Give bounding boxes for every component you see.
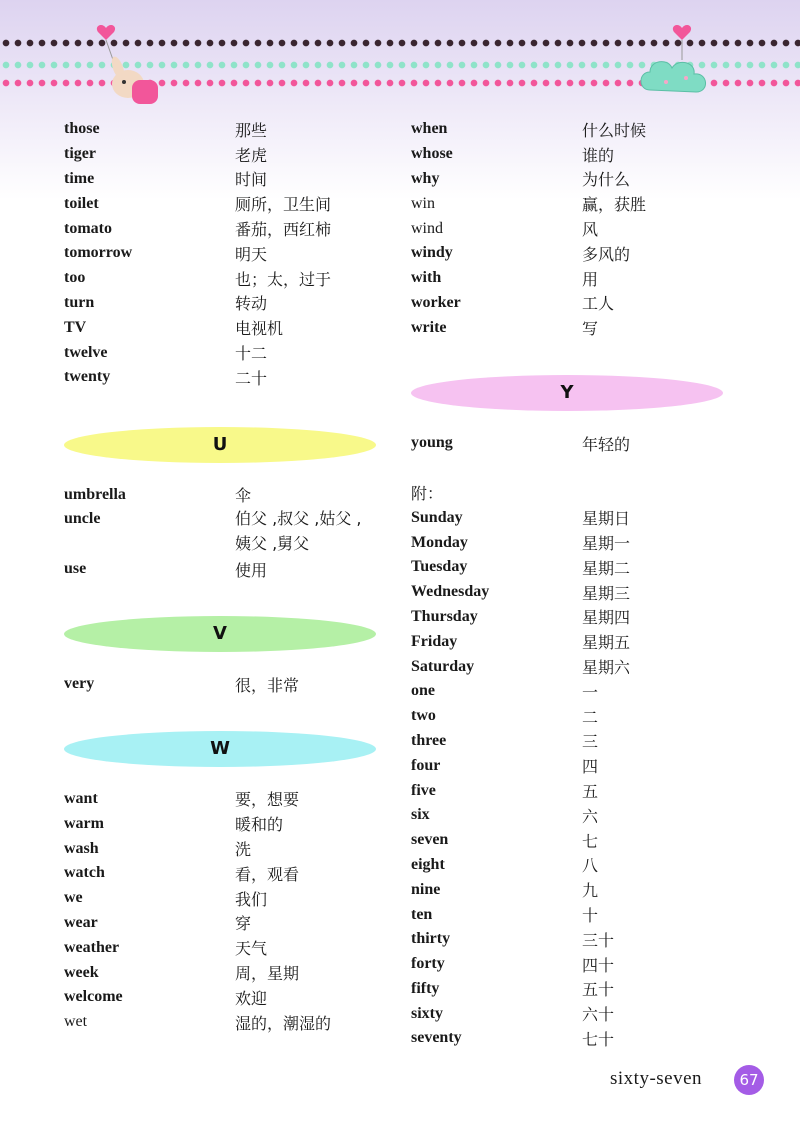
word-zh: 很，非常: [235, 675, 300, 695]
word-zh: 时间: [235, 170, 268, 190]
word-en: tomorrow: [64, 244, 133, 262]
word-en: young: [411, 434, 453, 452]
list-item: [411, 1026, 741, 1051]
word-zh: 看，观看: [235, 864, 300, 884]
word-en: Tuesday: [411, 558, 468, 576]
list-item: [64, 241, 394, 266]
word-zh: 二: [582, 707, 599, 727]
word-zh: 五十: [582, 980, 615, 1000]
word-zh: 穿: [235, 914, 252, 934]
word-en: win: [411, 194, 435, 212]
word-zh: 使用: [235, 560, 268, 580]
word-en: windy: [411, 244, 453, 262]
word-en: twelve: [64, 343, 108, 361]
list-item: [411, 927, 741, 952]
list-item: [64, 672, 394, 697]
word-en: Wednesday: [411, 583, 490, 601]
section-u-list: [64, 483, 394, 582]
word-en: twenty: [64, 368, 111, 386]
word-zh: 工人: [582, 294, 615, 314]
word-en: umbrella: [64, 485, 126, 503]
section-banner-y: Y: [411, 375, 723, 411]
word-en: forty: [411, 955, 445, 973]
list-item: [411, 266, 741, 291]
list-item: [411, 679, 741, 704]
word-zh: 谁的: [582, 145, 615, 165]
list-item: [411, 142, 741, 167]
word-en: thirty: [411, 930, 451, 948]
list-item: [64, 167, 394, 192]
word-en: two: [411, 707, 436, 725]
word-zh: 暖和的: [235, 815, 284, 835]
list-item: [411, 828, 741, 853]
list-item: [64, 365, 394, 390]
word-en: seven: [411, 831, 449, 849]
section-banner-u: U: [64, 427, 376, 463]
list-item: [411, 877, 741, 902]
word-en: watch: [64, 864, 105, 882]
list-item: [411, 629, 741, 654]
list-item: [64, 507, 394, 557]
spacer: [411, 456, 741, 481]
list-item: [64, 935, 394, 960]
word-zh: 厕所，卫生间: [235, 195, 332, 215]
word-en: nine: [411, 880, 441, 898]
word-en: those: [64, 120, 100, 138]
word-zh: 二十: [235, 368, 268, 388]
word-en: with: [411, 269, 442, 287]
word-en: weather: [64, 938, 120, 956]
word-en: five: [411, 781, 436, 799]
list-item: [411, 291, 741, 316]
word-en: warm: [64, 814, 104, 832]
section-t-list: [64, 117, 394, 390]
list-item: [411, 315, 741, 340]
list-item: [64, 861, 394, 886]
word-en: time: [64, 169, 95, 187]
word-zh: 要，想要: [235, 790, 300, 810]
word-en: three: [411, 731, 447, 749]
word-en: write: [411, 318, 447, 336]
word-zh: 为什么: [582, 170, 631, 190]
word-en: use: [64, 560, 87, 578]
list-item: [64, 1010, 394, 1035]
word-en: week: [64, 963, 99, 981]
word-zh: 八: [582, 856, 599, 876]
word-zh: 洗: [235, 840, 252, 860]
word-zh: 番茄，西红柿: [235, 220, 332, 240]
word-zh: 写: [582, 319, 599, 339]
word-zh: 五: [582, 782, 599, 802]
word-en: turn: [64, 293, 95, 311]
appendix-label: 附：: [411, 484, 444, 504]
list-item: [411, 1001, 741, 1026]
list-item: [411, 778, 741, 803]
word-zh: 欢迎: [235, 988, 268, 1008]
cloud-heart-illustration: [636, 20, 722, 110]
list-item: [64, 483, 394, 508]
section-w-list: [64, 787, 394, 1035]
list-item: [64, 886, 394, 911]
word-zh: 三: [582, 732, 599, 752]
word-en: too: [64, 269, 86, 287]
word-en: fifty: [411, 979, 440, 997]
word-zh: 年轻的: [582, 434, 631, 454]
list-item: [64, 811, 394, 836]
word-en: toilet: [64, 194, 99, 212]
word-en: want: [64, 789, 98, 807]
right-column: [411, 117, 741, 1051]
word-zh: 六十: [582, 1005, 615, 1025]
word-en: we: [64, 889, 83, 907]
word-zh: 转动: [235, 294, 268, 314]
list-item: [411, 117, 741, 142]
list-item: [64, 315, 394, 340]
bunny-balloon-illustration: [88, 18, 174, 110]
word-en: why: [411, 169, 440, 187]
word-zh: [235, 507, 362, 557]
word-zh: 风: [582, 220, 599, 240]
word-zh: 七十: [582, 1029, 615, 1049]
word-zh: 四十: [582, 955, 615, 975]
word-zh: 星期日: [582, 509, 631, 529]
list-item: [64, 557, 394, 582]
word-en: one: [411, 682, 435, 700]
word-en: Monday: [411, 533, 468, 551]
list-item: [64, 191, 394, 216]
list-item: [411, 241, 741, 266]
section-banner-w: W: [64, 731, 376, 767]
word-zh: 老虎: [235, 145, 268, 165]
page-number-badge: 67: [734, 1065, 764, 1095]
word-zh: 六: [582, 806, 599, 826]
list-item: [64, 142, 394, 167]
word-en: sixty: [411, 1004, 443, 1022]
word-en: Thursday: [411, 607, 478, 625]
word-en: eight: [411, 855, 445, 873]
list-item: [64, 266, 394, 291]
word-en: six: [411, 806, 430, 824]
list-item: [411, 729, 741, 754]
word-en: tiger: [64, 145, 96, 163]
appendix-heading: [411, 481, 741, 506]
word-zh: 也；太，过于: [235, 269, 332, 289]
word-zh: 赢，获胜: [582, 195, 647, 215]
list-item: [411, 977, 741, 1002]
word-en: four: [411, 756, 441, 774]
word-zh: 九: [582, 881, 599, 901]
word-en: wet: [64, 1013, 88, 1031]
word-en: worker: [411, 293, 461, 311]
word-zh-line-2: 姨父 ,舅父: [235, 534, 310, 554]
list-item: [411, 216, 741, 241]
word-en: Sunday: [411, 508, 463, 526]
word-zh: 星期三: [582, 583, 631, 603]
word-zh: 一: [582, 682, 599, 702]
list-item: [64, 911, 394, 936]
list-item: [411, 505, 741, 530]
list-item: [411, 803, 741, 828]
word-en: TV: [64, 318, 87, 336]
list-item: [64, 836, 394, 861]
word-zh: 电视机: [235, 319, 284, 339]
list-item: [411, 952, 741, 977]
word-zh: 周，星期: [235, 964, 300, 984]
list-item: [64, 985, 394, 1010]
word-zh: 星期四: [582, 608, 631, 628]
list-item: [411, 167, 741, 192]
word-zh: 多风的: [582, 244, 631, 264]
section-w-list-continued: [411, 117, 741, 340]
list-item: [64, 960, 394, 985]
page-number-words: sixty-seven: [610, 1068, 703, 1089]
word-en: Saturday: [411, 657, 475, 675]
word-zh: 星期二: [582, 558, 631, 578]
spacer: [411, 340, 741, 365]
list-item: [64, 340, 394, 365]
word-en: ten: [411, 905, 433, 923]
word-en: seventy: [411, 1029, 462, 1047]
word-zh: 十二: [235, 344, 268, 364]
word-zh: 四: [582, 757, 599, 777]
word-zh: 明天: [235, 244, 268, 264]
word-zh: 什么时候: [582, 120, 647, 140]
list-item: [411, 530, 741, 555]
list-item: [411, 555, 741, 580]
word-zh: 伞: [235, 486, 252, 506]
list-item: [411, 191, 741, 216]
list-item: [64, 787, 394, 812]
word-en: wash: [64, 839, 99, 857]
word-zh: 湿的，潮湿的: [235, 1013, 332, 1033]
list-item: [411, 902, 741, 927]
list-item: [411, 580, 741, 605]
list-item: [64, 117, 394, 142]
list-item: [411, 431, 741, 456]
list-item: [411, 605, 741, 630]
word-zh: 七: [582, 831, 599, 851]
list-item: [411, 704, 741, 729]
list-item: [411, 753, 741, 778]
list-item: [64, 291, 394, 316]
word-zh: 星期五: [582, 633, 631, 653]
word-zh: 用: [582, 269, 599, 289]
appendix-list: [411, 505, 741, 1051]
word-en: Friday: [411, 632, 458, 650]
spacer: [64, 390, 394, 415]
section-banner-v: V: [64, 616, 376, 652]
word-zh: 我们: [235, 889, 268, 909]
word-zh: 天气: [235, 939, 268, 959]
word-en: tomato: [64, 219, 112, 237]
word-zh: 星期一: [582, 534, 631, 554]
word-en: wear: [64, 913, 98, 931]
word-zh: 星期六: [582, 658, 631, 678]
list-item: [411, 853, 741, 878]
left-column: [64, 117, 394, 1035]
word-zh: 那些: [235, 120, 268, 140]
word-zh: 三十: [582, 930, 615, 950]
word-en: wind: [411, 219, 443, 237]
list-item: [411, 654, 741, 679]
word-zh-line-1: 伯父 ,叔父 ,姑父 ,: [235, 509, 362, 529]
list-item: [64, 216, 394, 241]
word-en: whose: [411, 145, 453, 163]
word-zh: 十: [582, 906, 599, 925]
word-en: welcome: [64, 988, 123, 1006]
word-en: uncle: [64, 510, 101, 528]
word-en: when: [411, 120, 448, 138]
word-en: very: [64, 675, 95, 693]
